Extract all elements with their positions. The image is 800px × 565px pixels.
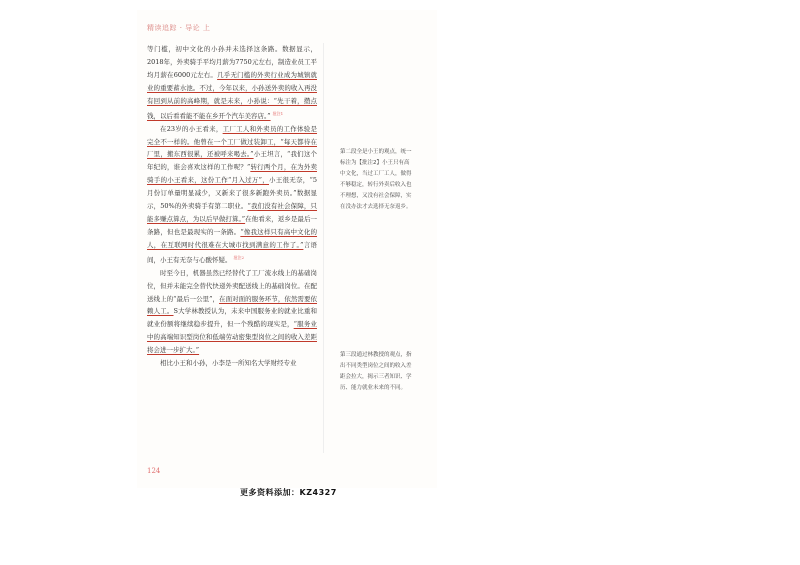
paragraph-4-text: 相比小王和小孙，小李是一所知名大学财经专业 bbox=[160, 359, 297, 368]
paragraph-3-underlined-b: “服务业中的高端知识型岗位和低端劳动密集型岗位之间的收入差距将会进一步扩大。” bbox=[147, 320, 317, 355]
paragraph-3-underlined: 在面对面的服务环节，依然需要依赖人工。 bbox=[147, 294, 318, 316]
paragraph-1-text: 等门槛，初中文化的小孙并未选择这条路。数据显示，2018年，外卖骑手平均月薪为7750元左右，制造业员工平均月薪在6000元左右。 bbox=[147, 45, 317, 79]
paragraph-2-underlined-b: 转行两个月，在为外卖骑手的小王看来，这份工作“月入过万”， bbox=[147, 163, 317, 185]
paragraph-2-text: 在23岁的小王看来， bbox=[160, 124, 223, 133]
paragraph-2 bbox=[147, 123, 317, 267]
paragraph-2-underlined-c: “我们没有社会保障，只能多赚点算点，为以后早做打算。” bbox=[147, 202, 318, 223]
paragraph-2-text-b: 小王坦言，“我们这个年纪的，谁会喜欢这样的工作呢？” bbox=[147, 150, 317, 172]
paragraph-1 bbox=[147, 43, 317, 123]
annotation-mark-1[interactable]: 批注1 bbox=[272, 110, 284, 116]
side-note-1: 第二段全是小王的观点，统一标注为【批注2】小王只有高中文化，当过工厂工人，做得不够稳定，转行外卖后收入也不理想，又没有社会保障，实在没办法才去选择无奈返乡。 bbox=[340, 149, 412, 210]
running-header: 精读追踪 · 导论 上 bbox=[147, 24, 211, 32]
paragraph-1-underlined: 几乎无门槛的外卖行业成为城镇就业的重要蓄水池。不过，今年以来，小孙送外卖的收入再没有回到从前的高峰期，就是未来，小孙说：“先干着，攒点钱，以后看看能不能在乡开个汽车美容店。” bbox=[147, 70, 317, 120]
paragraph-2-text-c: 小王很无奈，“5月份订单量明显减少，又新来了很多新跑外卖员。”数据显示，50%的外卖骑手有第二职业。 bbox=[147, 176, 317, 211]
main-text-column bbox=[147, 43, 324, 453]
paragraph-3-text-b: S大学林教授认为，未来中国服务业的就业比重和就业份额将继续稳步提升，但一个残酷的现实是， bbox=[147, 307, 318, 329]
paragraph-2-text-d: 在他看来，返乡是最后一条路，但也是最现实的一条路。 bbox=[147, 214, 317, 236]
paragraph-2-text-e: 言语间，小王有无奈与心酸怀疑。 bbox=[147, 240, 317, 264]
paragraph-3-text: 时至今日，机器虽然已经替代了工厂流水线上的基础岗位，但并未能完全替代快递外卖配送线上的基础岗位。在配送线上的“最后一公里”， bbox=[147, 268, 317, 303]
footer-contact-text: 更多资料添加：KZ4327 bbox=[240, 488, 337, 497]
side-note-2: 第三段通过林教授的观点，指出不同类型岗位之间的收入差距会拉大，揭示三者知识、学历、能力就业未来的不同。 bbox=[340, 352, 412, 391]
page-number: 124 bbox=[147, 467, 161, 475]
paragraph-4 bbox=[147, 357, 317, 370]
paragraph-2-underlined: 工厂工人和外卖员的工作体验是完全不一样的。他曾在一个工厂做过装卸工，“每天都待在厂里，搬东西很累，还被呼来喝去。” bbox=[147, 124, 318, 159]
annotation-mark-2[interactable]: 批注2 bbox=[233, 254, 245, 260]
paragraph-2-underlined-d: “像我这样只有高中文化的人，在互联网时代很难在大城市找到满意的工作了。” bbox=[147, 227, 318, 249]
paragraph-3 bbox=[147, 267, 317, 357]
